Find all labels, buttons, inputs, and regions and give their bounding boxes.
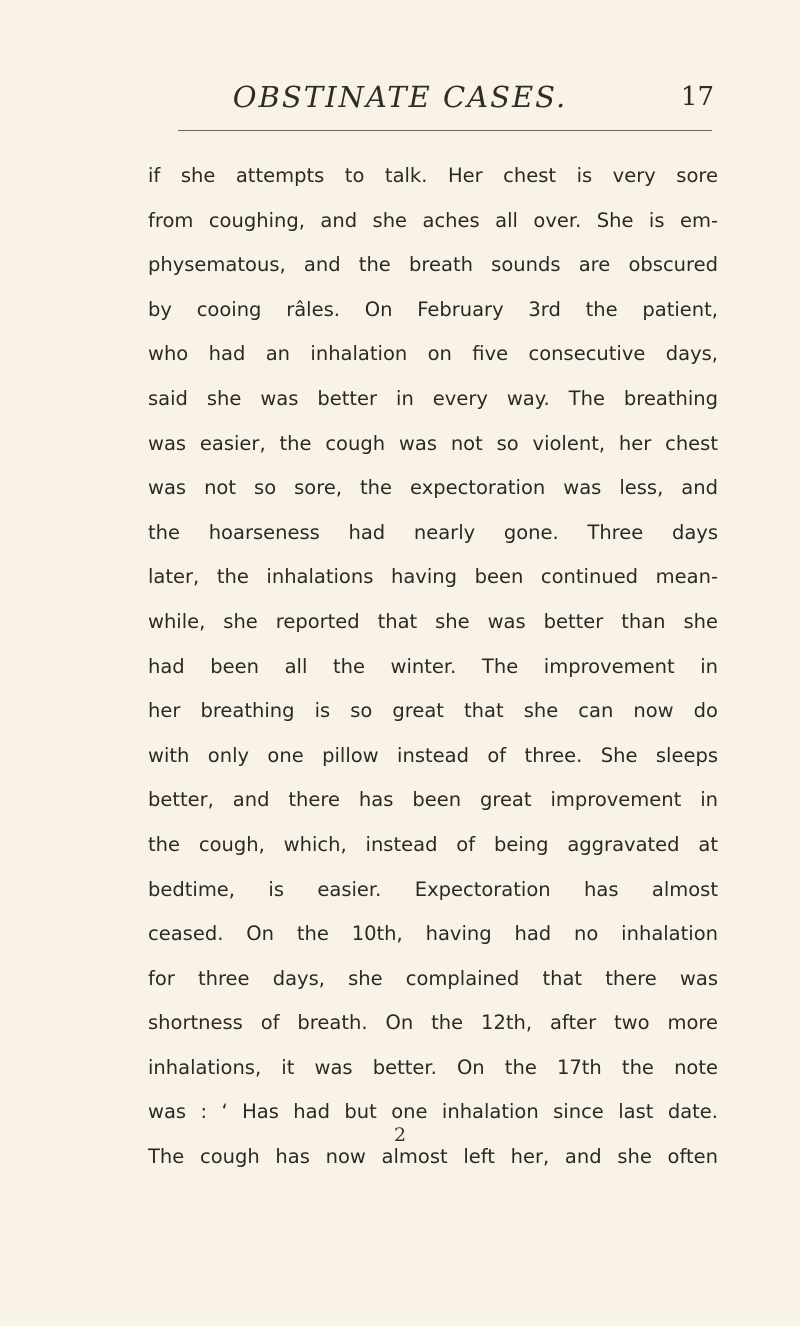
text-line: by cooing râles. On February 3rd the patient, — [148, 297, 718, 321]
text-line: The cough has now almost left her, and she often — [148, 1145, 718, 1169]
text-line: had been all the winter. The improvement in — [148, 654, 718, 678]
body-text — [148, 154, 718, 1180]
text-line: said she was better in every way. The breathing — [148, 386, 718, 410]
text-line: was : ‘ Has had but one inhalation since last date. — [148, 1100, 718, 1124]
text-line: her breathing is so great that she can now do — [148, 699, 718, 723]
running-head — [0, 80, 800, 120]
text-line: inhalations, it was better. On the 17th the note — [148, 1055, 718, 1079]
text-line: who had an inhalation on five consecutive days, — [148, 342, 718, 366]
signature-mark: 2 — [393, 1124, 407, 1146]
page-number: 17 — [680, 82, 714, 112]
text-line: the cough, which, instead of being aggravated at — [148, 832, 718, 856]
text-line: bedtime, is easier. Expectoration has almost — [148, 877, 718, 901]
text-line: while, she reported that she was better than she — [148, 609, 718, 633]
text-line: ceased. On the 10th, having had no inhalation — [148, 922, 718, 946]
text-line: was easier, the cough was not so violent, her chest — [148, 431, 718, 455]
text-line: if she attempts to talk. Her chest is very sore — [148, 164, 718, 187]
text-line: the hoarseness had nearly gone. Three days — [148, 520, 718, 544]
running-head-title: OBSTINATE CASES. — [232, 80, 568, 114]
text-line: from coughing, and she aches all over. She is em- — [148, 208, 718, 232]
text-line: with only one pillow instead of three. She sleeps — [148, 743, 718, 767]
text-line: was not so sore, the expectoration was less, and — [148, 476, 718, 500]
text-line: shortness of breath. On the 12th, after two more — [148, 1011, 718, 1035]
text-line: better, and there has been great improvement in — [148, 788, 718, 812]
header-rule — [178, 130, 712, 131]
text-line: later, the inhalations having been continued mean- — [148, 565, 718, 589]
text-line: for three days, she complained that there was — [148, 966, 718, 990]
text-line: physematous, and the breath sounds are obscured — [148, 253, 718, 277]
